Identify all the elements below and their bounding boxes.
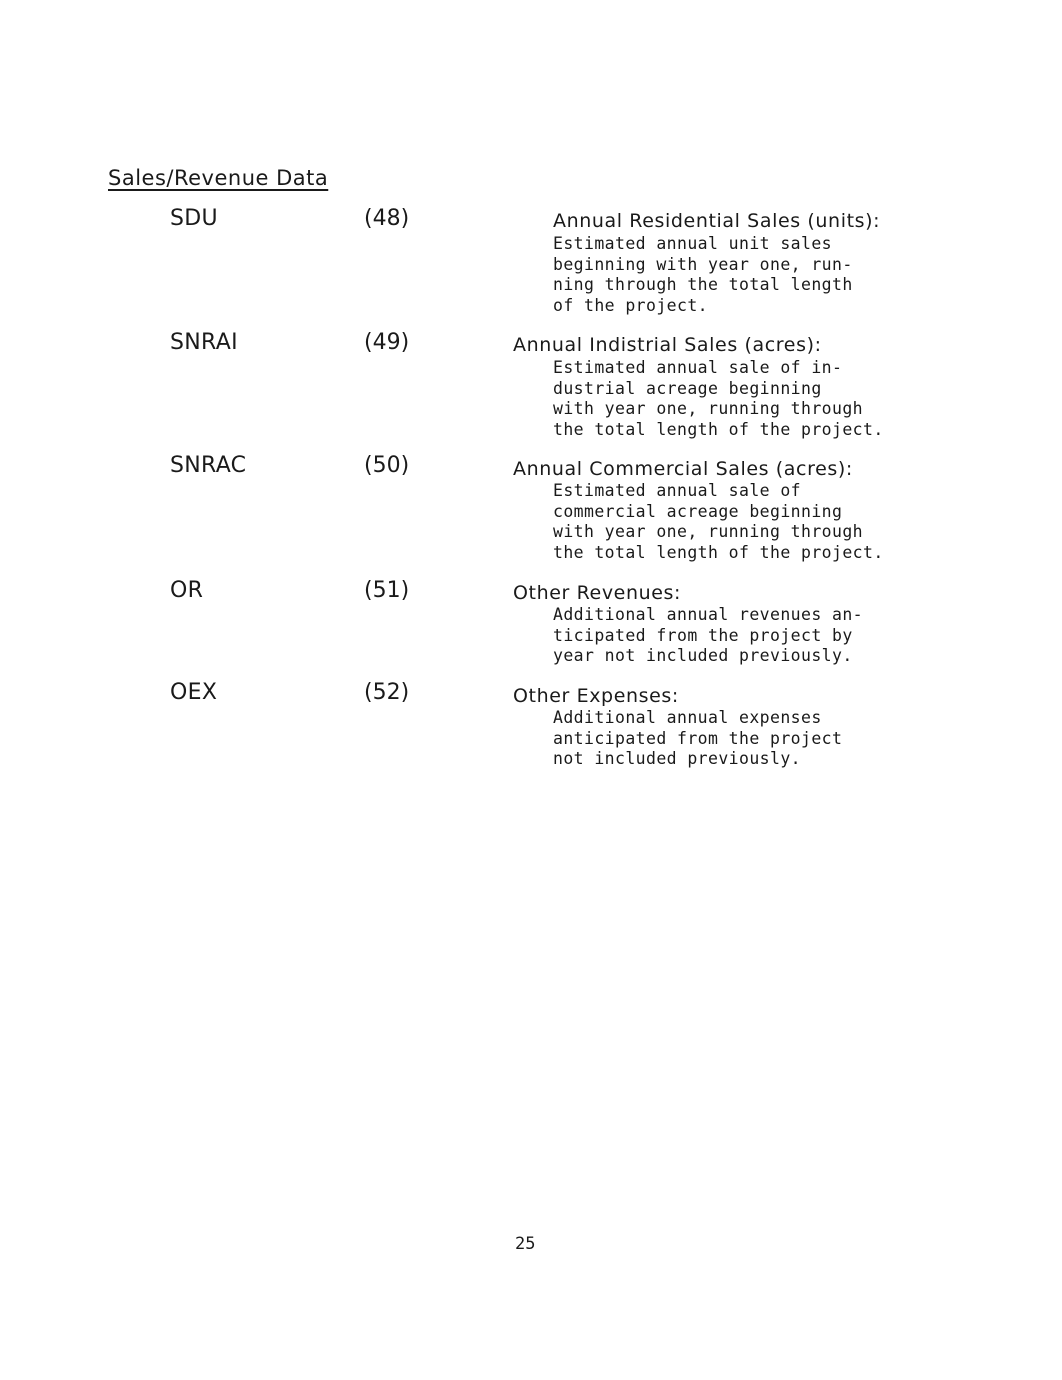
description-line: Estimated annual unit sales: [553, 234, 833, 253]
variable-name: OR: [170, 578, 204, 603]
variable-number: (48): [364, 206, 410, 231]
description-line: with year one, running through: [553, 399, 864, 419]
entry-heading: Annual Residential Sales (units):: [553, 210, 881, 232]
description-line: with year one, running through: [553, 522, 864, 542]
entry-heading: Annual Indistrial Sales (acres):: [513, 334, 822, 356]
description-line: year not included previously.: [553, 646, 853, 666]
variable-number: (52): [364, 680, 410, 705]
description-line: ning through the total length: [553, 275, 853, 295]
description-line: ticipated from the project by: [553, 625, 853, 645]
variable-name: SDU: [170, 206, 218, 231]
description-line: Estimated annual sale of: [553, 481, 802, 500]
entry-description: [553, 708, 842, 770]
entry-description: [553, 358, 884, 440]
description-line: Additional annual revenues an-: [553, 605, 864, 624]
entry-heading: Annual Commercial Sales (acres):: [513, 458, 853, 480]
description-line: anticipated from the project: [553, 728, 843, 748]
description-line: Estimated annual sale of in-: [553, 358, 843, 377]
page-number: 25: [515, 1234, 536, 1254]
variable-name: OEX: [170, 680, 218, 705]
description-line: commercial acreage beginning: [553, 501, 843, 521]
entry-description: [553, 605, 863, 667]
entry-description: [553, 234, 853, 316]
variable-number: (49): [364, 330, 410, 355]
entry-heading: Other Revenues:: [513, 582, 682, 604]
section-title: Sales/Revenue Data: [108, 166, 329, 190]
description-line: dustrial acreage beginning: [553, 378, 822, 398]
description-line: the total length of the project.: [553, 542, 884, 562]
description-line: of the project.: [553, 295, 709, 315]
description-line: not included previously.: [553, 749, 802, 769]
entry-heading: Other Expenses:: [513, 685, 679, 707]
entry-description: [553, 481, 884, 563]
description-line: Additional annual expenses: [553, 708, 822, 727]
description-line: beginning with year one, run-: [553, 254, 853, 274]
variable-name: SNRAI: [170, 330, 238, 355]
variable-number: (51): [364, 578, 410, 603]
variable-number: (50): [364, 453, 410, 478]
variable-name: SNRAC: [170, 453, 247, 478]
description-line: the total length of the project.: [553, 419, 884, 439]
